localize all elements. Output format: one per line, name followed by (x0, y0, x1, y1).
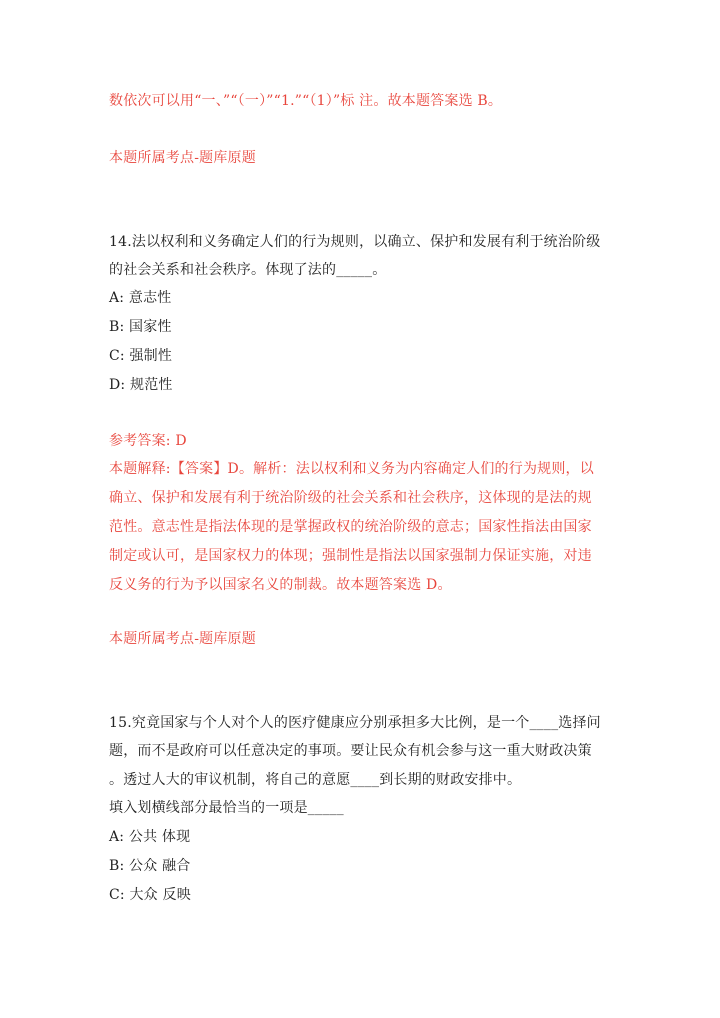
previous-explanation-end: 数依次可以用“一、”“（一）”“1.”“（1）”标 注。故本题答案选 B。 (109, 93, 503, 109)
q14-explanation-line-1: 本题解释:【答案】D。解析：法以权利和义务为内容确定人们的行为规则，以 (109, 461, 594, 477)
q14-explanation-line-5: 反义务的行为予以国家名义的制裁。故本题答案选 D。 (109, 577, 452, 593)
q14-answer: 参考答案: D (109, 433, 187, 449)
previous-source-tag: 本题所属考点-题库原题 (109, 150, 256, 166)
q14-explanation-line-3: 范性。意志性是指法体现的是掌握政权的统治阶级的意志；国家性指法由国家 (109, 519, 592, 535)
q15-stem-line-2: 题，而不是政府可以任意决定的事项。要让民众有机会参与这一重大财政决策 (109, 743, 592, 759)
q14-stem-line-1: 14.法以权利和义务确定人们的行为规则，以确立、保护和发展有利于统治阶级 (109, 234, 601, 250)
q15-stem-line-3: 。透过人大的审议机制，将自己的意愿____到长期的财政安排中。 (109, 772, 522, 788)
q15-option-b: B: 公众 融合 (109, 858, 191, 874)
q15-stem-line-1: 15.究竟国家与个人对个人的医疗健康应分别承担多大比例，是一个____选择问 (109, 715, 601, 731)
q14-option-c: C: 强制性 (109, 348, 173, 364)
q15-prompt: 填入划横线部分最恰当的一项是_____ (109, 800, 344, 816)
q14-stem-line-2: 的社会关系和社会秩序。体现了法的_____。 (109, 262, 387, 278)
q14-option-b: B: 国家性 (109, 319, 172, 335)
q14-option-a: A: 意志性 (109, 290, 172, 306)
q14-explanation-line-2: 确立、保护和发展有利于统治阶级的社会关系和社会秩序，这体现的是法的规 (109, 490, 592, 506)
q14-explanation-line-4: 制定或认可，是国家权力的体现；强制性是指法以国家强制力保证实施，对违 (109, 548, 592, 564)
q15-option-c: C: 大众 反映 (109, 887, 191, 903)
q14-source-tag: 本题所属考点-题库原题 (109, 631, 256, 647)
q15-option-a: A: 公共 体现 (109, 829, 191, 845)
q14-option-d: D: 规范性 (109, 377, 173, 393)
